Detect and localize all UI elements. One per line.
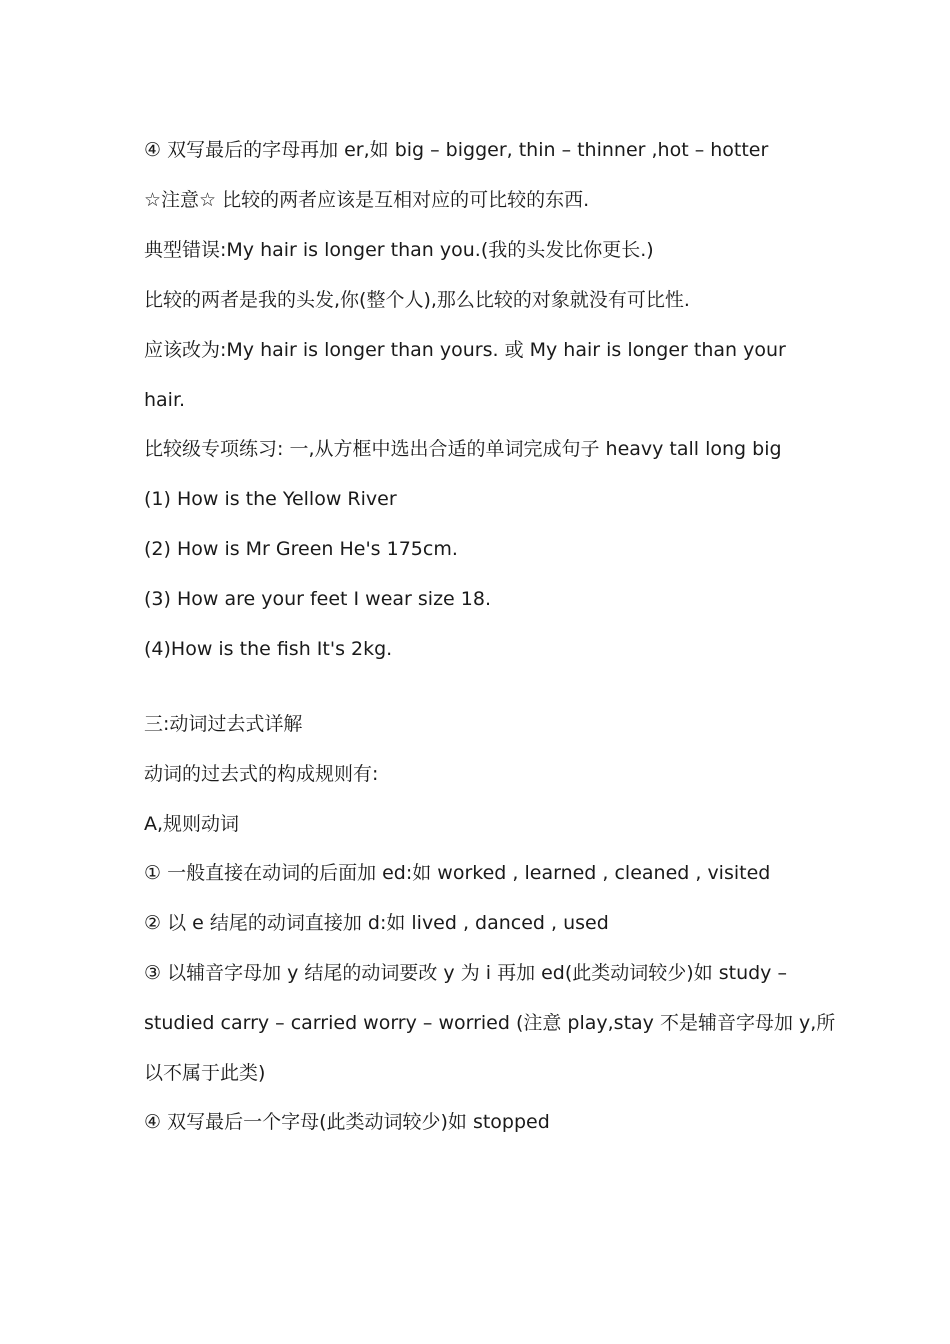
exercise-item-1: (1) How is the Yellow River [144,488,397,510]
exercise-item-4: (4)How is the fish It's 2kg. [144,638,393,660]
exercise-item-3: (3) How are your feet I wear size 18. [144,588,491,610]
exercise-item-2: (2) How is Mr Green He's 175cm. [144,538,458,560]
regular-verbs-heading: A,规则动词 [144,813,240,835]
rule-4-double-consonant-er: ④ 双写最后的字母再加 er,如 big – bigger, thin – thinner ,hot – hotter [144,139,769,161]
correction-continued: hair. [144,389,186,411]
rule-2-add-d: ② 以 e 结尾的动词直接加 d:如 lived , danced , used [144,912,609,934]
rule-4-double-last-letter: ④ 双写最后一个字母(此类动词较少)如 stopped [144,1111,550,1133]
section-heading-past-tense: 三:动词过去式详解 [144,713,303,735]
rule-3-note-end: 以不属于此类) [144,1062,266,1084]
rule-1-add-ed: ① 一般直接在动词的后面加 ed:如 worked , learned , cleaned , visited [144,862,771,884]
past-tense-rules-intro: 动词的过去式的构成规则有: [144,763,379,785]
rule-3-examples: studied carry – carried worry – worried (注意 play,stay 不是辅音字母加 y,所 [144,1012,836,1034]
error-explanation: 比较的两者是我的头发,你(整个人),那么比较的对象就没有可比性. [144,289,690,311]
correction-line: 应该改为:My hair is longer than yours. 或 My hair is longer than your [144,339,786,361]
typical-error: 典型错误:My hair is longer than you.(我的头发比你更长.) [144,239,654,261]
rule-3-y-to-i: ③ 以辅音字母加 y 结尾的动词要改 y 为 i 再加 ed(此类动词较少)如 study – [144,962,787,984]
note-comparison: ☆注意☆ 比较的两者应该是互相对应的可比较的东西. [144,189,590,211]
exercise-heading: 比较级专项练习: 一,从方框中选出合适的单词完成句子 heavy tall long big [144,438,782,460]
